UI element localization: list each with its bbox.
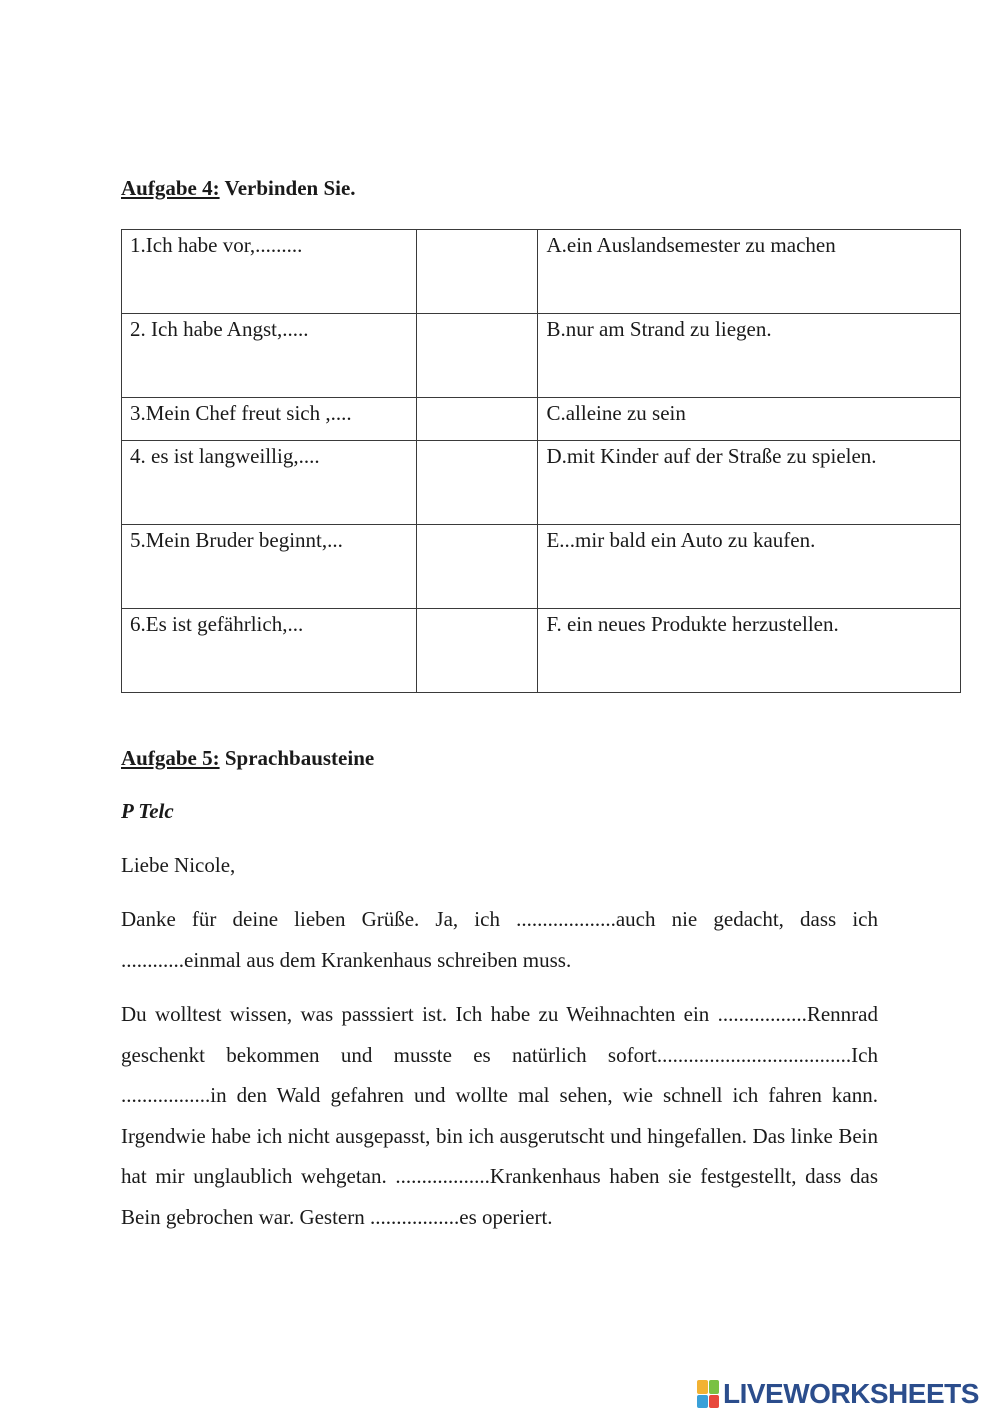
table-row xyxy=(122,525,961,609)
letter-paragraph-1: Danke für deine lieben Grüße. Ja, ich ...................auch nie gedacht, dass ich ............einmal aus dem Krankenhaus schreiben muss. xyxy=(121,907,878,972)
exam-subtitle: P Telc xyxy=(121,799,174,823)
answer-cell[interactable] xyxy=(416,525,538,609)
letter-greeting: Liebe Nicole, xyxy=(121,853,236,877)
table-row xyxy=(122,398,961,441)
letter-paragraph-2: Du wolltest wissen, was passsiert ist. Ich habe zu Weihnachten ein .................Rennrad geschenkt bekommen und musste es natürlich sofort.....................................Ich .................in den Wald gefahren und wollte mal sehen, wie schnell ich fahren kann. Irgendwie habe ich nicht ausgepasst, bin ich ausgerutscht und hingefallen. Das linke Bein hat mir unglaublich wehgetan. ..................Krankenhaus haben sie festgestellt, dass das Bein gebrochen war. Gestern .................es operiert. xyxy=(121,1002,878,1229)
task5-heading xyxy=(121,746,374,771)
logo-text: LIVEWORKSHEETS xyxy=(723,1378,979,1409)
sentence-start: 2. Ich habe Angst,..... xyxy=(122,314,417,398)
sentence-end: E...mir bald ein Auto zu kaufen. xyxy=(538,525,961,609)
task4-label: Aufgabe 4: xyxy=(121,176,220,200)
task5-title: Sprachbausteine xyxy=(224,746,375,770)
sentence-start: 3.Mein Chef freut sich ,.... xyxy=(122,398,417,441)
answer-cell[interactable] xyxy=(416,230,538,314)
table-row xyxy=(122,314,961,398)
sentence-end: C.alleine zu sein xyxy=(538,398,961,441)
table-row xyxy=(122,441,961,525)
answer-cell[interactable] xyxy=(416,398,538,441)
sentence-end: B.nur am Strand zu liegen. xyxy=(538,314,961,398)
matching-table xyxy=(121,229,961,693)
answer-cell[interactable] xyxy=(416,609,538,693)
sentence-start: 4. es ist langweillig,.... xyxy=(122,441,417,525)
table-row xyxy=(122,609,961,693)
sentence-start: 6.Es ist gefährlich,... xyxy=(122,609,417,693)
task5-label: Aufgabe 5: xyxy=(121,746,220,770)
answer-cell[interactable] xyxy=(416,441,538,525)
sentence-end: D.mit Kinder auf der Straße zu spielen. xyxy=(538,441,961,525)
task4-heading xyxy=(121,176,356,201)
sentence-start: 5.Mein Bruder beginnt,... xyxy=(122,525,417,609)
sentence-end: A.ein Auslandsemester zu machen xyxy=(538,230,961,314)
logo-icon xyxy=(697,1380,719,1408)
table-row xyxy=(122,230,961,314)
liveworksheets-logo xyxy=(697,1376,979,1412)
sentence-start: 1.Ich habe vor,......... xyxy=(122,230,417,314)
answer-cell[interactable] xyxy=(416,314,538,398)
sentence-end: F. ein neues Produkte herzustellen. xyxy=(538,609,961,693)
task4-title: Verbinden Sie. xyxy=(224,176,356,200)
